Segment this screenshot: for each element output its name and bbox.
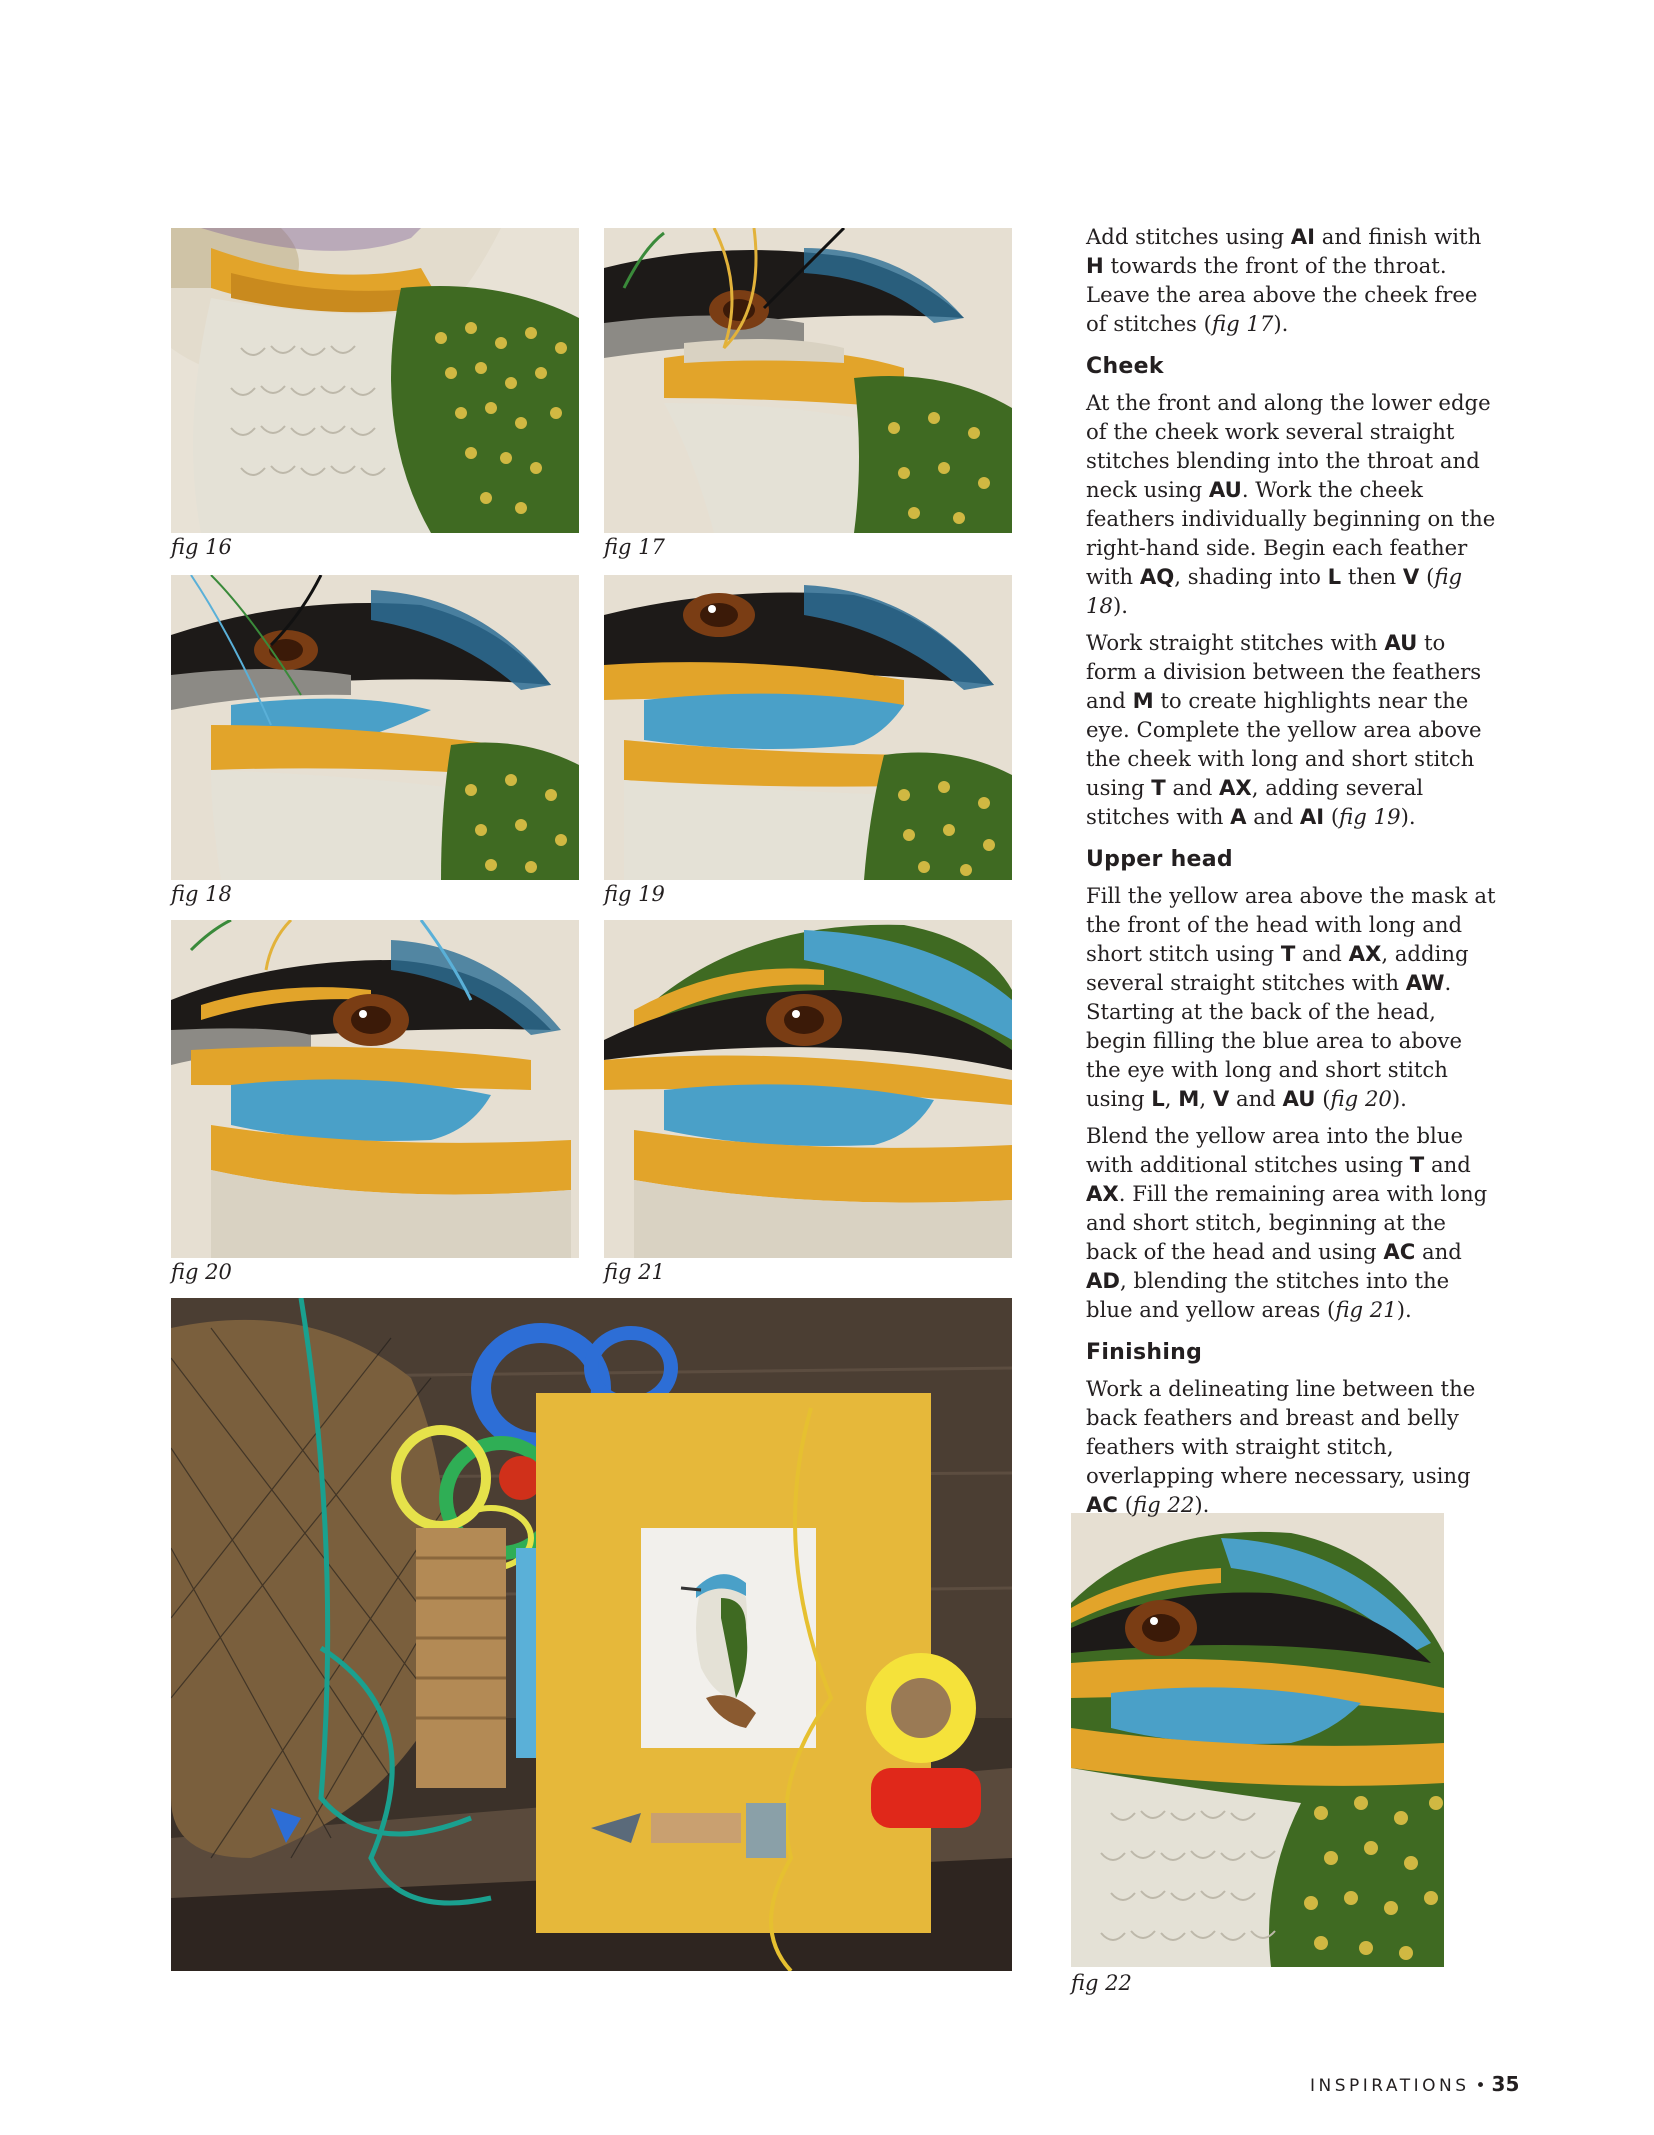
body-text: At the front and along the lower edge of the cheek work several straight stitches blending into the throat and neck using	[1086, 390, 1491, 502]
body-text: . Work the cheek feathers individually beginning on the right-hand side. Begin each feather with	[1086, 477, 1496, 589]
body-text: (	[1117, 1492, 1133, 1517]
fig20-caption: fig 20	[171, 1260, 232, 1284]
body-text: , adding several stitches with	[1086, 775, 1424, 829]
body-text: , shading into	[1174, 564, 1328, 589]
body-text: Work straight stitches with	[1086, 630, 1385, 655]
body-text: (	[1315, 1086, 1331, 1111]
thread-code: T	[1409, 1152, 1425, 1177]
thread-code: AC	[1383, 1239, 1416, 1264]
fig21-caption: fig 21	[604, 1260, 665, 1284]
thread-code: AX	[1348, 941, 1382, 966]
body-text: Blend the yellow area into the blue with additional stitches using	[1086, 1123, 1463, 1177]
footer-separator: •	[1475, 2076, 1486, 2096]
body-text: and finish with	[1315, 224, 1482, 249]
body-text: Add stitches using	[1086, 224, 1291, 249]
thread-code: AW	[1405, 970, 1445, 995]
thread-code: T	[1151, 775, 1166, 800]
body-text: . Fill the remaining area with long and short stitch, beginning at the back of the head and using	[1086, 1181, 1488, 1264]
body-text: ).	[1400, 804, 1416, 829]
thread-code: AC	[1086, 1492, 1118, 1517]
body-text: ).	[1391, 1086, 1407, 1111]
body-text: (	[1324, 804, 1340, 829]
fig21-photo	[604, 920, 1012, 1258]
page-number: 35	[1491, 2072, 1520, 2096]
fig22-caption: fig 22	[1071, 1971, 1132, 1995]
body-text: . Starting at the back of the head, begin filling the blue area to above the eye with long and short stitch using	[1086, 970, 1463, 1111]
page-footer	[1310, 2072, 1519, 2096]
body-text: ).	[1112, 593, 1128, 618]
fig20-photo	[171, 920, 579, 1258]
body-text: , blending the stitches into the blue and yellow areas (	[1086, 1268, 1450, 1322]
figure-reference: fig 20	[1330, 1086, 1392, 1111]
instructions-column	[1086, 222, 1498, 1527]
body-text: ).	[1273, 311, 1289, 336]
body-text: ).	[1396, 1297, 1412, 1322]
body-text: and	[1229, 1086, 1283, 1111]
fig17-photo	[604, 228, 1012, 533]
section-heading-finishing: Finishing	[1086, 1340, 1203, 1365]
magazine-name: INSPIRATIONS	[1310, 2076, 1470, 2096]
figure-reference: fig 19	[1339, 804, 1401, 829]
body-text: ).	[1194, 1492, 1210, 1517]
figure-reference: fig 18	[1086, 564, 1463, 618]
section-heading-upper-head: Upper head	[1086, 847, 1233, 872]
thread-code: AI	[1299, 804, 1325, 829]
thread-code: AD	[1086, 1268, 1120, 1293]
thread-code: L	[1327, 564, 1342, 589]
thread-code: AX	[1086, 1181, 1119, 1206]
body-text: and	[1295, 941, 1349, 966]
figure-reference: fig 21	[1335, 1297, 1397, 1322]
fig16-caption: fig 16	[171, 535, 232, 559]
fig19-caption: fig 19	[604, 882, 665, 906]
still-life-photo	[171, 1298, 1012, 1971]
body-text: then	[1341, 564, 1403, 589]
thread-code: M	[1132, 688, 1154, 713]
fig18-photo	[171, 575, 579, 880]
fig16-photo	[171, 228, 579, 533]
thread-code: AU	[1384, 630, 1418, 655]
body-text: and	[1165, 775, 1220, 800]
thread-code: V	[1402, 564, 1420, 589]
section-heading-cheek: Cheek	[1086, 354, 1164, 379]
fig22-photo	[1071, 1513, 1444, 1967]
thread-code: M	[1178, 1086, 1200, 1111]
body-text: Fill the yellow area above the mask at the front of the head with long and short stitch using	[1086, 883, 1496, 966]
thread-code: V	[1212, 1086, 1230, 1111]
intro-paragraph	[1086, 222, 1498, 338]
cheek-paragraph-2	[1086, 628, 1498, 831]
thread-code: L	[1151, 1086, 1165, 1111]
figure-reference: fig 17	[1211, 311, 1274, 336]
body-text: ,	[1199, 1086, 1213, 1111]
body-text: (	[1419, 564, 1435, 589]
figure-reference: fig 22	[1132, 1492, 1195, 1517]
body-text: and	[1415, 1239, 1462, 1264]
thread-code: H	[1086, 253, 1104, 278]
thread-code: AU	[1282, 1086, 1316, 1111]
cheek-paragraph-1	[1086, 388, 1498, 620]
thread-code: A	[1230, 804, 1247, 829]
fig17-caption: fig 17	[604, 535, 665, 559]
finishing-paragraph	[1086, 1374, 1498, 1519]
fig19-photo	[604, 575, 1012, 880]
thread-code: AX	[1219, 775, 1252, 800]
body-text: towards the front of the throat. Leave the area above the cheek free of stitches (	[1086, 253, 1478, 336]
body-text: and	[1246, 804, 1300, 829]
thread-code: AI	[1290, 224, 1316, 249]
body-text: and	[1424, 1152, 1471, 1177]
body-text: Work a delineating line between the back feathers and breast and belly feathers with straight stitch, overlapping where necessary, using	[1086, 1376, 1476, 1488]
body-text: , adding several straight stitches with	[1086, 941, 1469, 995]
fig18-caption: fig 18	[171, 882, 232, 906]
thread-code: AQ	[1139, 564, 1175, 589]
body-text: to create highlights near the eye. Complete the yellow area above the cheek with long and short stitch using	[1086, 688, 1482, 800]
upper-head-paragraph-1	[1086, 881, 1498, 1113]
body-text: ,	[1164, 1086, 1179, 1111]
thread-code: AU	[1208, 477, 1242, 502]
body-text: to form a division between the feathers and	[1086, 630, 1482, 713]
thread-code: T	[1280, 941, 1296, 966]
upper-head-paragraph-2	[1086, 1121, 1498, 1324]
